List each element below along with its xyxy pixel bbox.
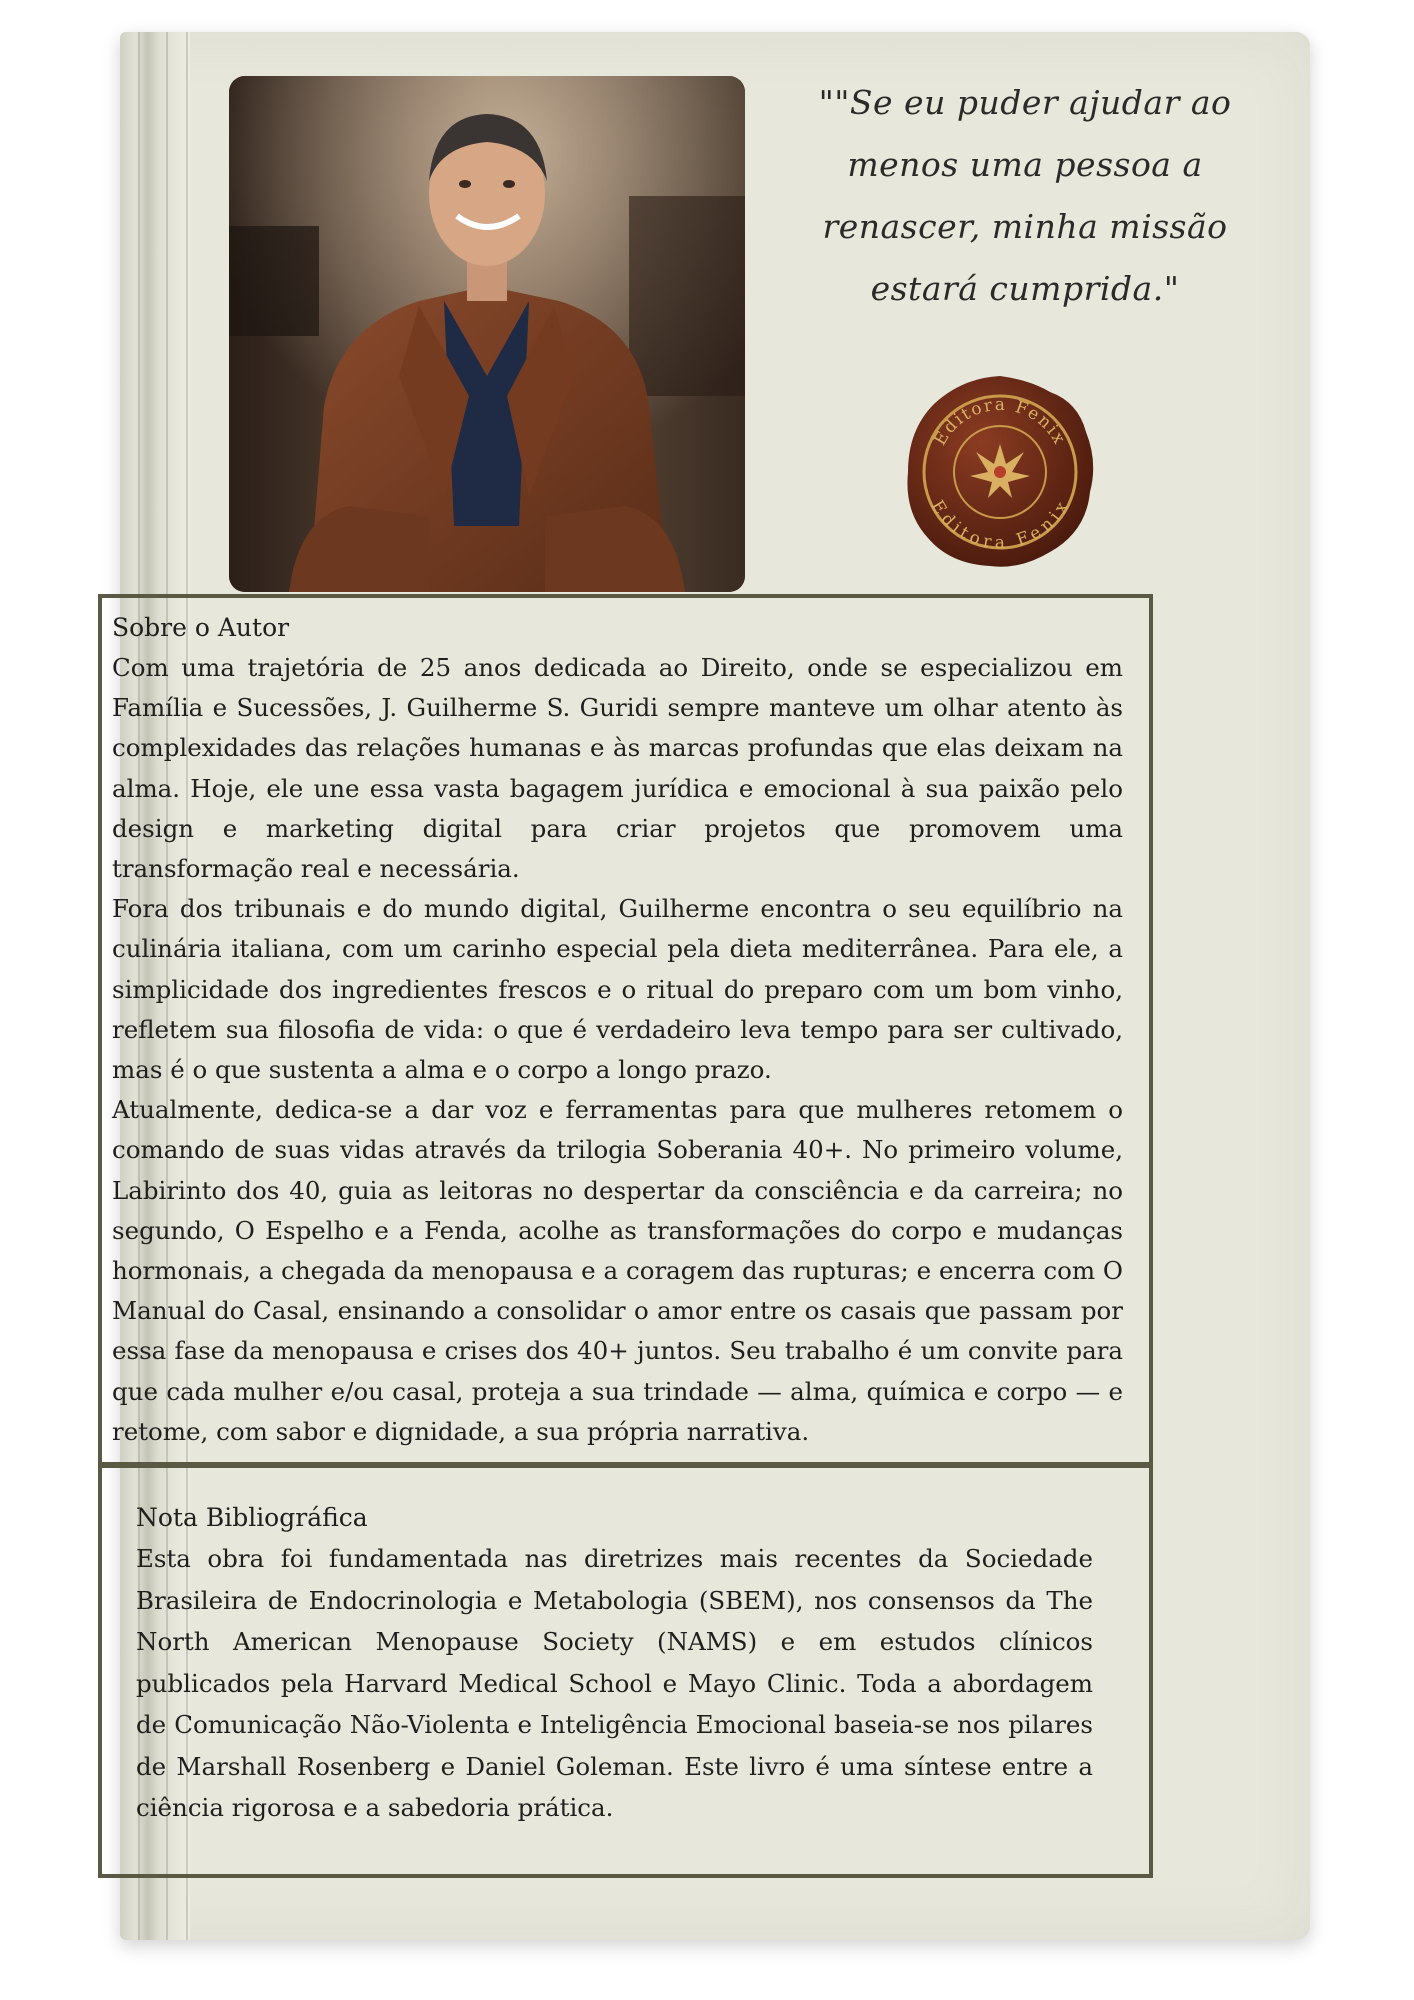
seal-text-top: Editora Fenix bbox=[930, 394, 1070, 450]
author-quote bbox=[810, 72, 1240, 320]
about-paragraph: Atualmente, dedica-se a dar voz e ferramentas para que mulheres retomem o comando de suas vidas através da trilogia Soberania 40+. No primeiro volume, Labirinto dos 40, guia as leitoras no despertar da consciência e da carreira; no segundo, O Espelho e a Fenda, acolhe as transformações do corpo e mudanças hormonais, a chegada da menopausa e a coragem das rupturas; e encerra com O Manual do Casal, ensinando a consolidar o amor entre os casais que passam por essa fase da menopausa e crises dos 40+ juntos. Seu trabalho é um convite para que cada mulher e/ou casal, proteja a sua trindade — alma, química e corpo — e retome, com sabor e dignidade, a sua própria narrativa. bbox=[112, 1095, 1123, 1446]
seal-text-bottom: Editora Fenix bbox=[926, 496, 1074, 554]
quote-line: renascer, minha missão bbox=[822, 207, 1228, 246]
bibliography-section bbox=[98, 1464, 1153, 1878]
quote-line: estará cumprida." bbox=[870, 269, 1180, 308]
author-photo bbox=[229, 76, 745, 592]
quote-line: menos uma pessoa a bbox=[847, 145, 1203, 184]
about-paragraph: Com uma trajetória de 25 anos dedicada ao Direito, onde se especializou em Família e Sucessões, J. Guilherme S. Guridi sempre manteve um olhar atento às complexidades das relações humanas e às marcas profundas que elas deixam na alma. Hoje, ele une essa vasta bagagem jurídica e emocional à sua paixão pelo design e marketing digital para criar projetos que promovem uma transformação real e necessária. bbox=[112, 653, 1123, 884]
bibliography-text: Esta obra foi fundamentada nas diretrizes mais recentes da Sociedade Brasileira de Endocrinologia e Metabologia (SBEM), nos consensos da The North American Menopause Society (NAMS) e em estudos clínicos publicados pela Harvard Medical School e Mayo Clinic. Toda a abordagem de Comunicação Não-Violenta e Inteligência Emocional baseia-se nos pilares de Marshall Rosenberg e Daniel Goleman. Este livro é uma síntese entre a ciência rigorosa e a sabedoria prática. bbox=[136, 1544, 1093, 1822]
bibliography-heading: Nota Bibliográfica bbox=[136, 1503, 368, 1532]
quote-line: ""Se eu puder ajudar ao bbox=[818, 83, 1232, 122]
about-author-section bbox=[98, 594, 1153, 1466]
about-author-heading: Sobre o Autor bbox=[112, 613, 290, 642]
editora-fenix-seal bbox=[900, 372, 1100, 572]
about-paragraph: Fora dos tribunais e do mundo digital, Guilherme encontra o seu equilíbrio na culinária italiana, com um carinho especial pela dieta mediterrânea. Para ele, a simplicidade dos ingredientes frescos e o ritual do preparo com um bom vinho, refletem sua filosofia de vida: o que é verdadeiro leva tempo para ser cultivado, mas é o que sustenta a alma e o corpo a longo prazo. bbox=[112, 894, 1123, 1085]
